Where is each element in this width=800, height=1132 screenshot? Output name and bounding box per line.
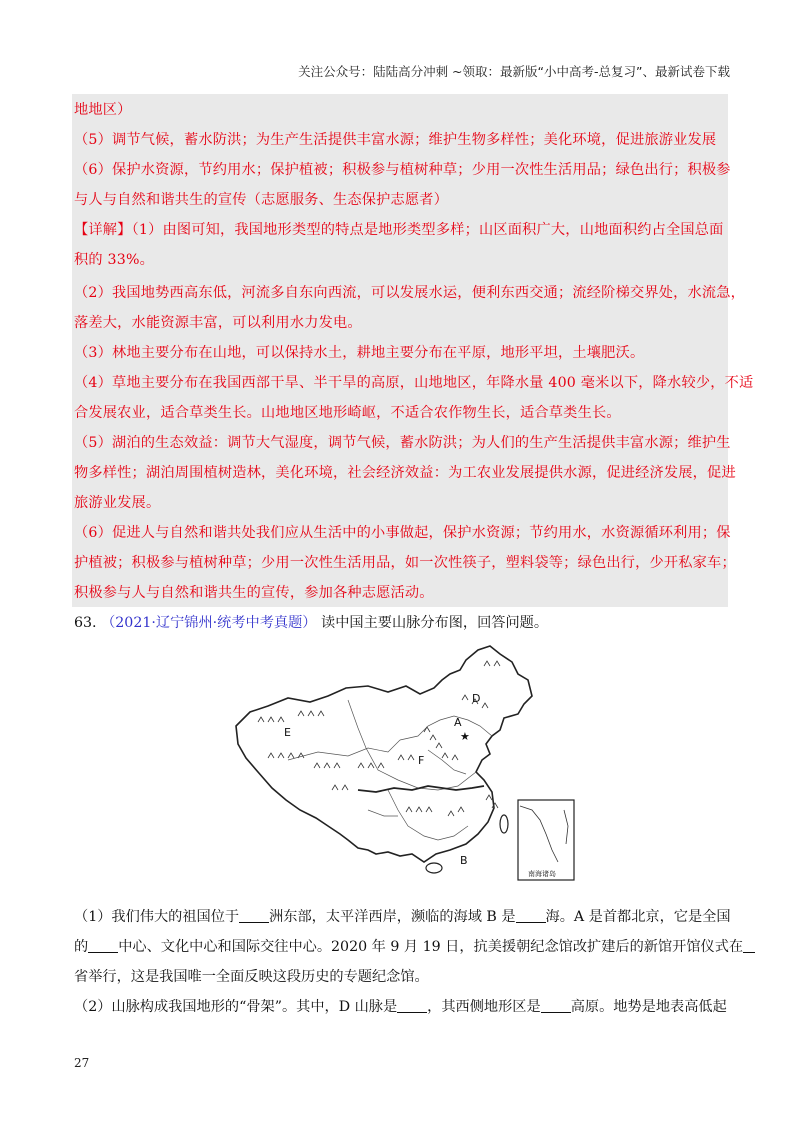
page-number: 27: [74, 1056, 90, 1070]
internal-border: [428, 750, 466, 774]
internal-border: [400, 716, 492, 740]
q1-text: 中心、文化中心和国际交往中心。2020 年 9 月 19 日，抗美援朝纪念馆改扩建后的新馆开馆仪式在: [118, 939, 744, 955]
answer-blank[interactable]: [743, 938, 755, 953]
q2-text: ，其西侧地形区是: [427, 999, 541, 1015]
answer-blank[interactable]: [397, 998, 427, 1013]
question-source: （2021·辽宁锦州·统考中考真题）: [101, 615, 317, 631]
hainan-island: [426, 863, 442, 873]
question-2-line-1: [74, 996, 727, 1016]
q1-text: 海。A 是首都北京，它是全国: [545, 909, 731, 925]
question-1-line-1: [74, 906, 731, 926]
answer-blank[interactable]: [541, 998, 571, 1013]
question-header: [74, 612, 548, 632]
answer-line: （6）保护水资源，节约用水；保护植被；积极参与植树种草；少用一次性生活用品；绿色出行；积极参: [74, 162, 731, 178]
answer-line: （6）促进人与自然和谐共处我们应从生活中的小事做起，保护水资源；节约用水，水资源循环利用；保: [74, 525, 731, 541]
answer-line: 【详解】（1）由图可知，我国地形类型的特点是地形类型多样；山区面积广大，山地面积约占全国总面: [74, 222, 724, 238]
q2-text: （2）山脉构成我国地形的“骨架”。其中，D 山脉是: [74, 999, 398, 1015]
answer-line: （2）我国地势西高东低，河流多自东向西流，可以发展水运，便利东西交通；流经阶梯交界处，水流急，: [74, 285, 746, 301]
answer-line: 护植被；积极参与植树种草；少用一次性生活用品，如一次性筷子，塑料袋等；绿色出行，少开私家车；: [74, 555, 736, 571]
q1-text: 洲东部，太平洋西岸，濒临的海域 B 是: [269, 909, 516, 925]
answer-line: 积的 33%。: [74, 252, 155, 268]
question-prompt: 读中国主要山脉分布图，回答问题。: [321, 615, 549, 631]
map-label-a: A: [454, 716, 462, 729]
q1-text: 的: [74, 939, 89, 955]
answer-blank[interactable]: [88, 938, 118, 953]
answer-line: 地地区）: [74, 102, 132, 118]
answer-line: （5）湖泊的生态效益：调节大气湿度，调节气候，蓄水防洪；为人们的生产生活提供丰富水源；维护生: [74, 435, 731, 451]
page-header: 关注公众号：陆陆高分冲刺 ~领取：最新版“小中高考-总复习”、最新试卷下载: [298, 64, 730, 79]
river-line: [358, 786, 484, 792]
answer-line: （3）林地主要分布在山地，可以保持水土，耕地主要分布在平原，地形平坦，土壤肥沃。: [74, 345, 645, 361]
answer-line: 物多样性；湖泊周围植树造林，美化环境，社会经济效益：为工农业发展提供水源，促进经济发展，促进: [74, 465, 736, 481]
internal-border: [388, 790, 468, 840]
q2-text: 高原。地势是地表高低起: [570, 999, 727, 1015]
internal-border: [368, 810, 398, 816]
question-1-line-3: [74, 966, 429, 986]
answer-line: （4）草地主要分布在我国西部干旱、半干旱的高原，山地地区，年降水量 400 毫米以下，降水较少，不适: [74, 375, 754, 391]
answer-line: 合发展农业，适合草类生长。山地地区地形崎岖，不适合农作物生长，适合草类生长。: [74, 405, 621, 421]
q1-text: （1）我们伟大的祖国位于: [74, 909, 240, 925]
q1-text: 省举行，这是我国唯一全面反映这段历史的专题纪念馆。: [74, 969, 429, 985]
internal-border: [288, 740, 400, 760]
answer-line: （5）调节气候，蓄水防洪；为生产生活提供丰富水源；维护生物多样性；美化环境，促进旅游业发展: [74, 132, 717, 148]
question-1-line-2: [74, 936, 755, 956]
map-label-b: B: [460, 854, 468, 867]
china-mountain-map: [228, 640, 578, 882]
answer-blank[interactable]: [516, 908, 546, 923]
taiwan-island: [500, 815, 508, 833]
answer-blank[interactable]: [239, 908, 269, 923]
answer-line: 落差大，水能资源丰富，可以利用水力发电。: [74, 315, 362, 331]
inset-frame: [518, 800, 574, 880]
map-label-d: D: [472, 692, 481, 705]
answer-line: 与人与自然和谐共生的宣传（志愿服务、生态保护志愿者）: [74, 192, 449, 208]
map-svg: [228, 640, 578, 882]
internal-border: [348, 700, 476, 790]
map-label-e: E: [284, 726, 291, 739]
inset-label: 南海诸岛: [528, 870, 556, 878]
question-number: 63.: [74, 615, 97, 631]
beijing-star: ★: [460, 730, 470, 743]
answer-line: 积极参与人与自然和谐共生的宣传，参加各种志愿活动。: [74, 585, 434, 601]
answer-line: 旅游业发展。: [74, 495, 161, 511]
map-label-f: F: [418, 754, 425, 767]
